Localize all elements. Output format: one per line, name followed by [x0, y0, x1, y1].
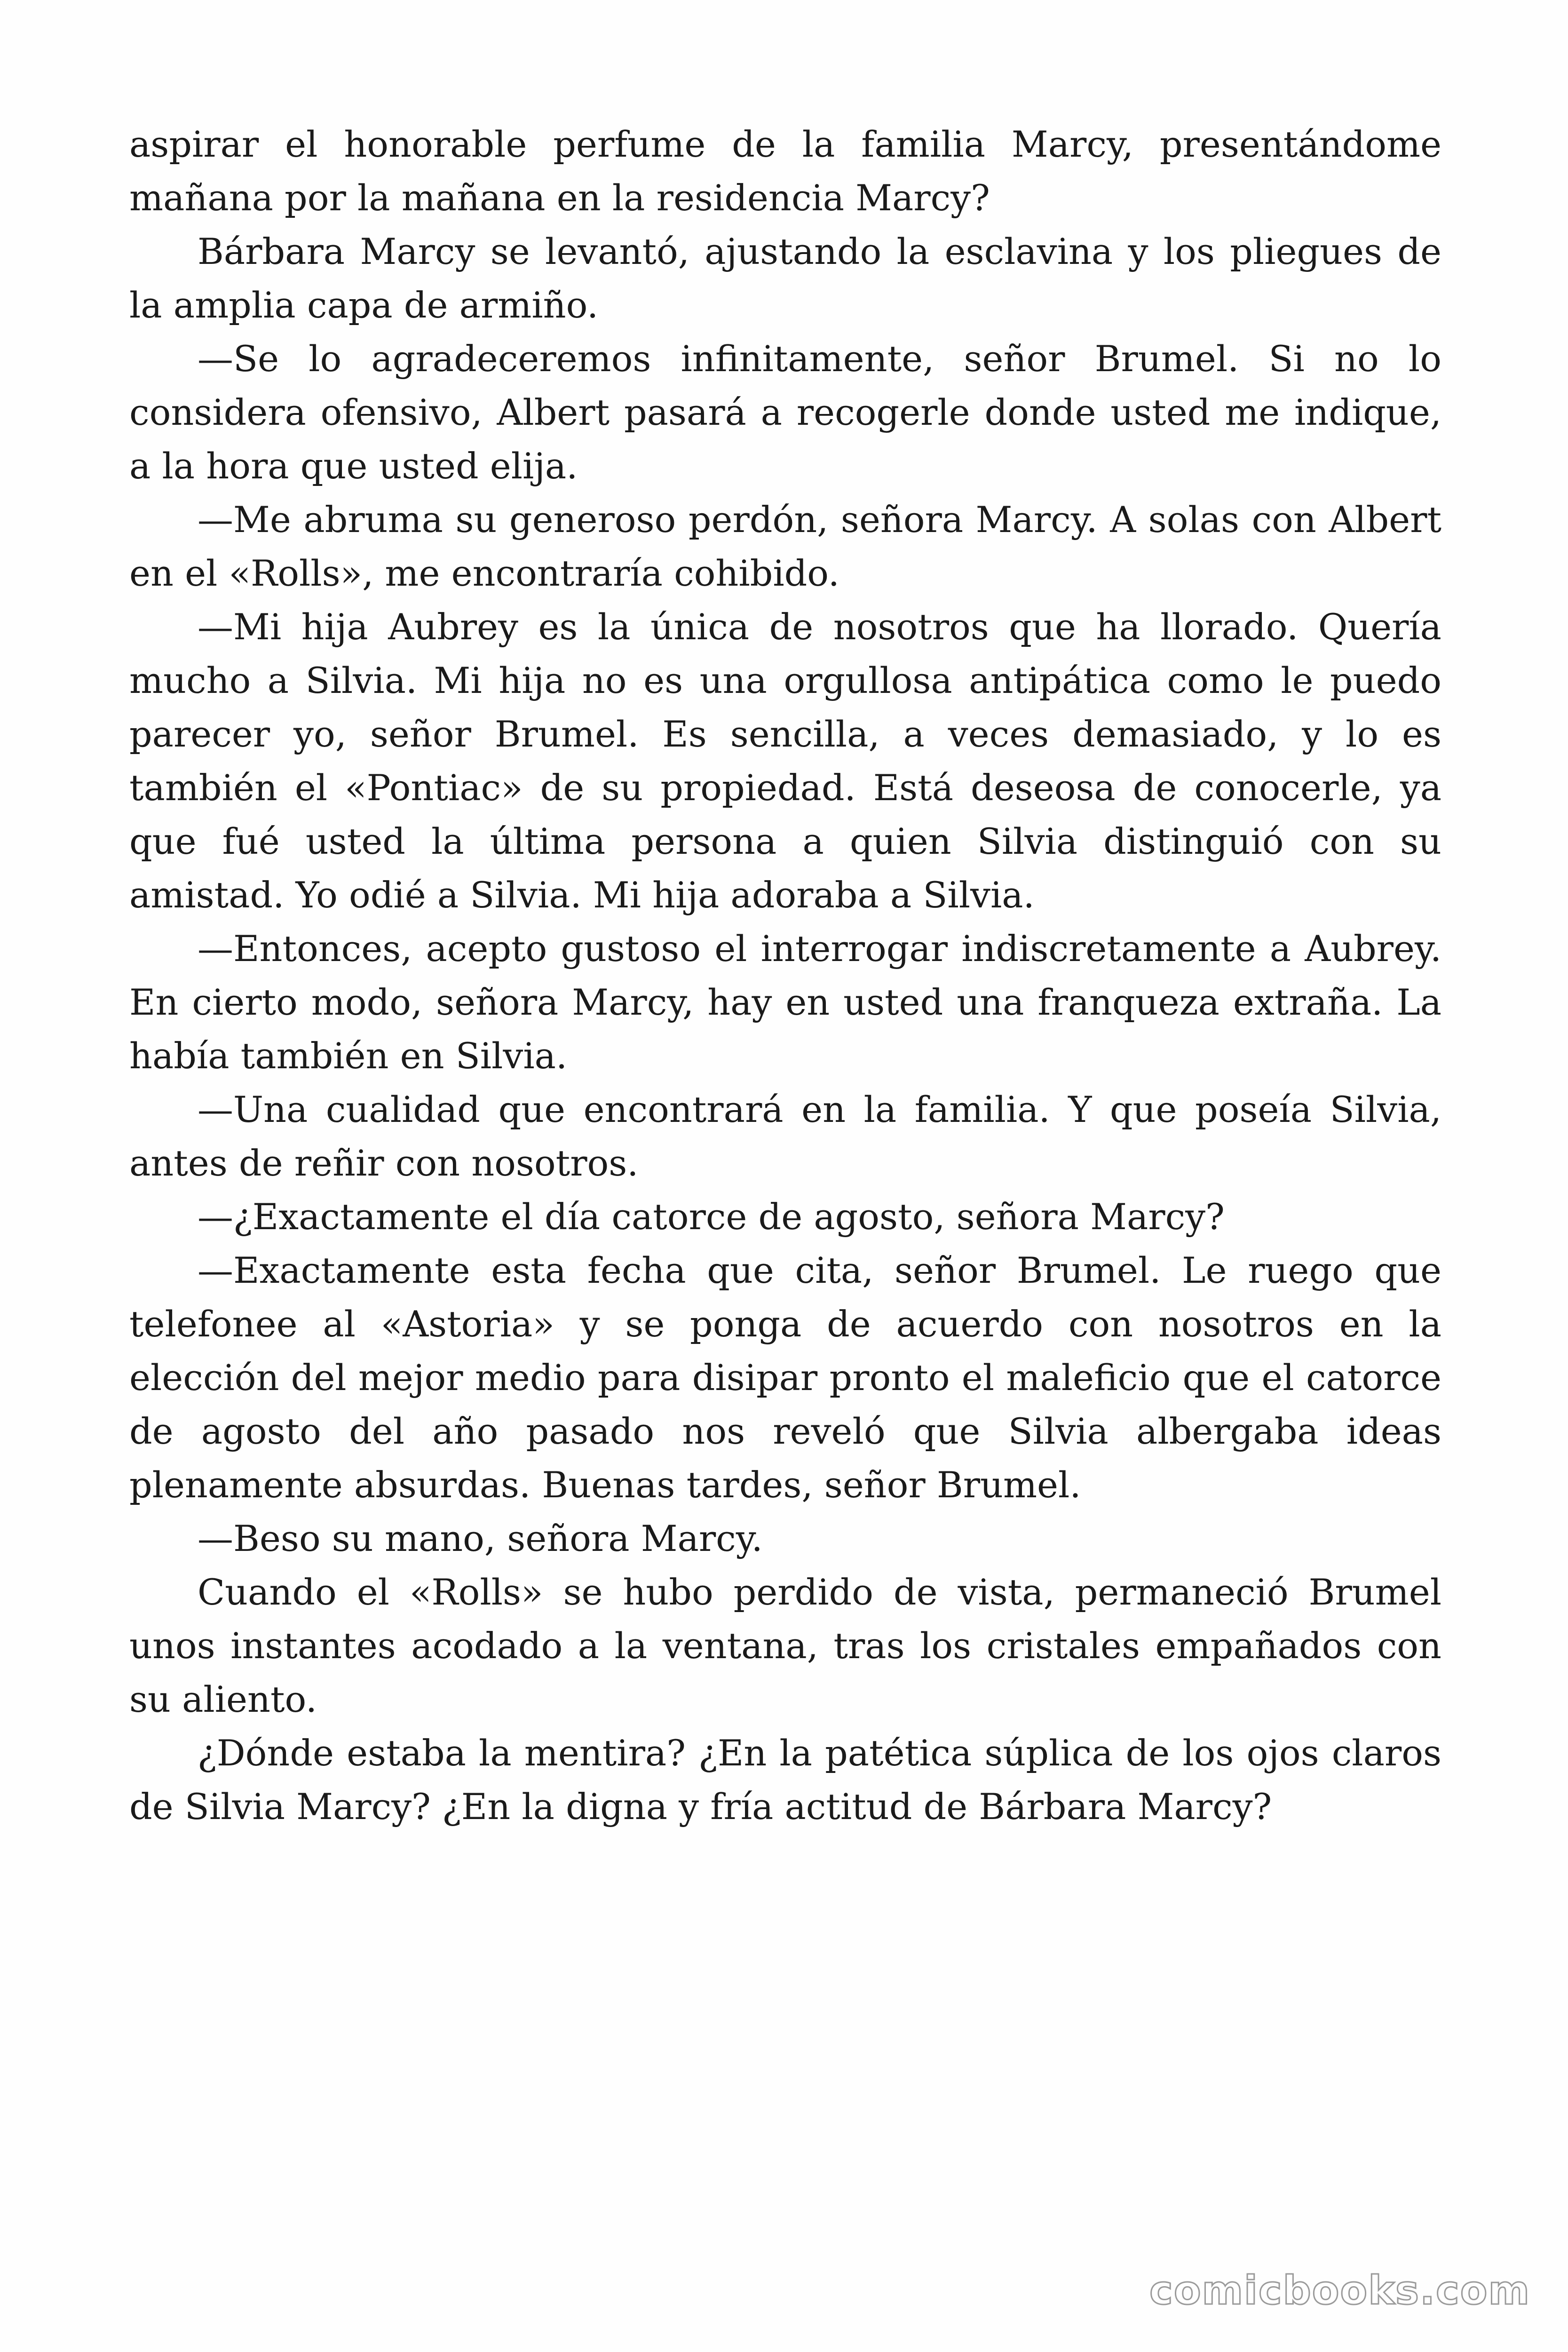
paragraph: Bárbara Marcy se levantó, ajustando la esclavina y los pliegues de la amplia capa de armiño.: [129, 230, 1441, 326]
paragraph: —Exactamente esta fecha que cita, señor Brumel. Le ruego que telefonee al «Astoria» y se ponga de acuerdo con nosotros en la elección del mejor medio para disipar pronto el maleficio que el catorce de agosto del año pasado nos reveló que Silvia albergaba ideas plenamente absurdas. Buenas tardes, señor Brumel.: [129, 1249, 1441, 1506]
paragraph: —¿Exactamente el día catorce de agosto, señora Marcy?: [198, 1196, 1225, 1238]
paragraph: —Mi hija Aubrey es la única de nosotros que ha llorado. Quería mucho a Silvia. Mi hija no es una orgullosa antipática como le puedo parecer yo, señor Brumel. Es sencilla, a veces demasiado, y lo es también el «Pontiac» de su propiedad. Está deseosa de conocerle, ya que fué usted la última persona a quien Silvia distinguió con su amistad. Yo odié a Silvia. Mi hija adoraba a Silvia.: [129, 606, 1441, 916]
paragraph: —Una cualidad que encontrará en la familia. Y que poseía Silvia, antes de reñir con nosotros.: [129, 1089, 1441, 1184]
paragraph: Cuando el «Rolls» se hubo perdido de vista, permaneció Brumel unos instantes acodado a la ventana, tras los cristales empañados con su aliento.: [129, 1571, 1441, 1720]
paragraph: ¿Dónde estaba la mentira? ¿En la patética súplica de los ojos claros de Silvia Marcy? ¿En la digna y fría actitud de Bárbara Marcy?: [129, 1732, 1441, 1828]
paragraph: aspirar el honorable perfume de la familia Marcy, presentándome mañana por la mañana en la residencia Marcy?: [129, 123, 1441, 219]
paragraph: —Entonces, acepto gustoso el interrogar indiscretamente a Aubrey. En cierto modo, señora Marcy, hay en usted una franqueza extraña. La había también en Silvia.: [129, 928, 1441, 1077]
paragraph: —Beso su mano, señora Marcy.: [198, 1518, 763, 1559]
paragraph: —Se lo agradeceremos infinitamente, señor Brumel. Si no lo considera ofensivo, Albert pasará a recogerle donde usted me indique, a la hora que usted elija.: [129, 338, 1441, 487]
paragraph: —Me abruma su generoso perdón, señora Marcy. A solas con Albert en el «Rolls», me encontraría cohibido.: [129, 499, 1441, 594]
watermark: comicbooks.com: [1149, 2267, 1530, 2313]
body-text: [129, 118, 1441, 1834]
